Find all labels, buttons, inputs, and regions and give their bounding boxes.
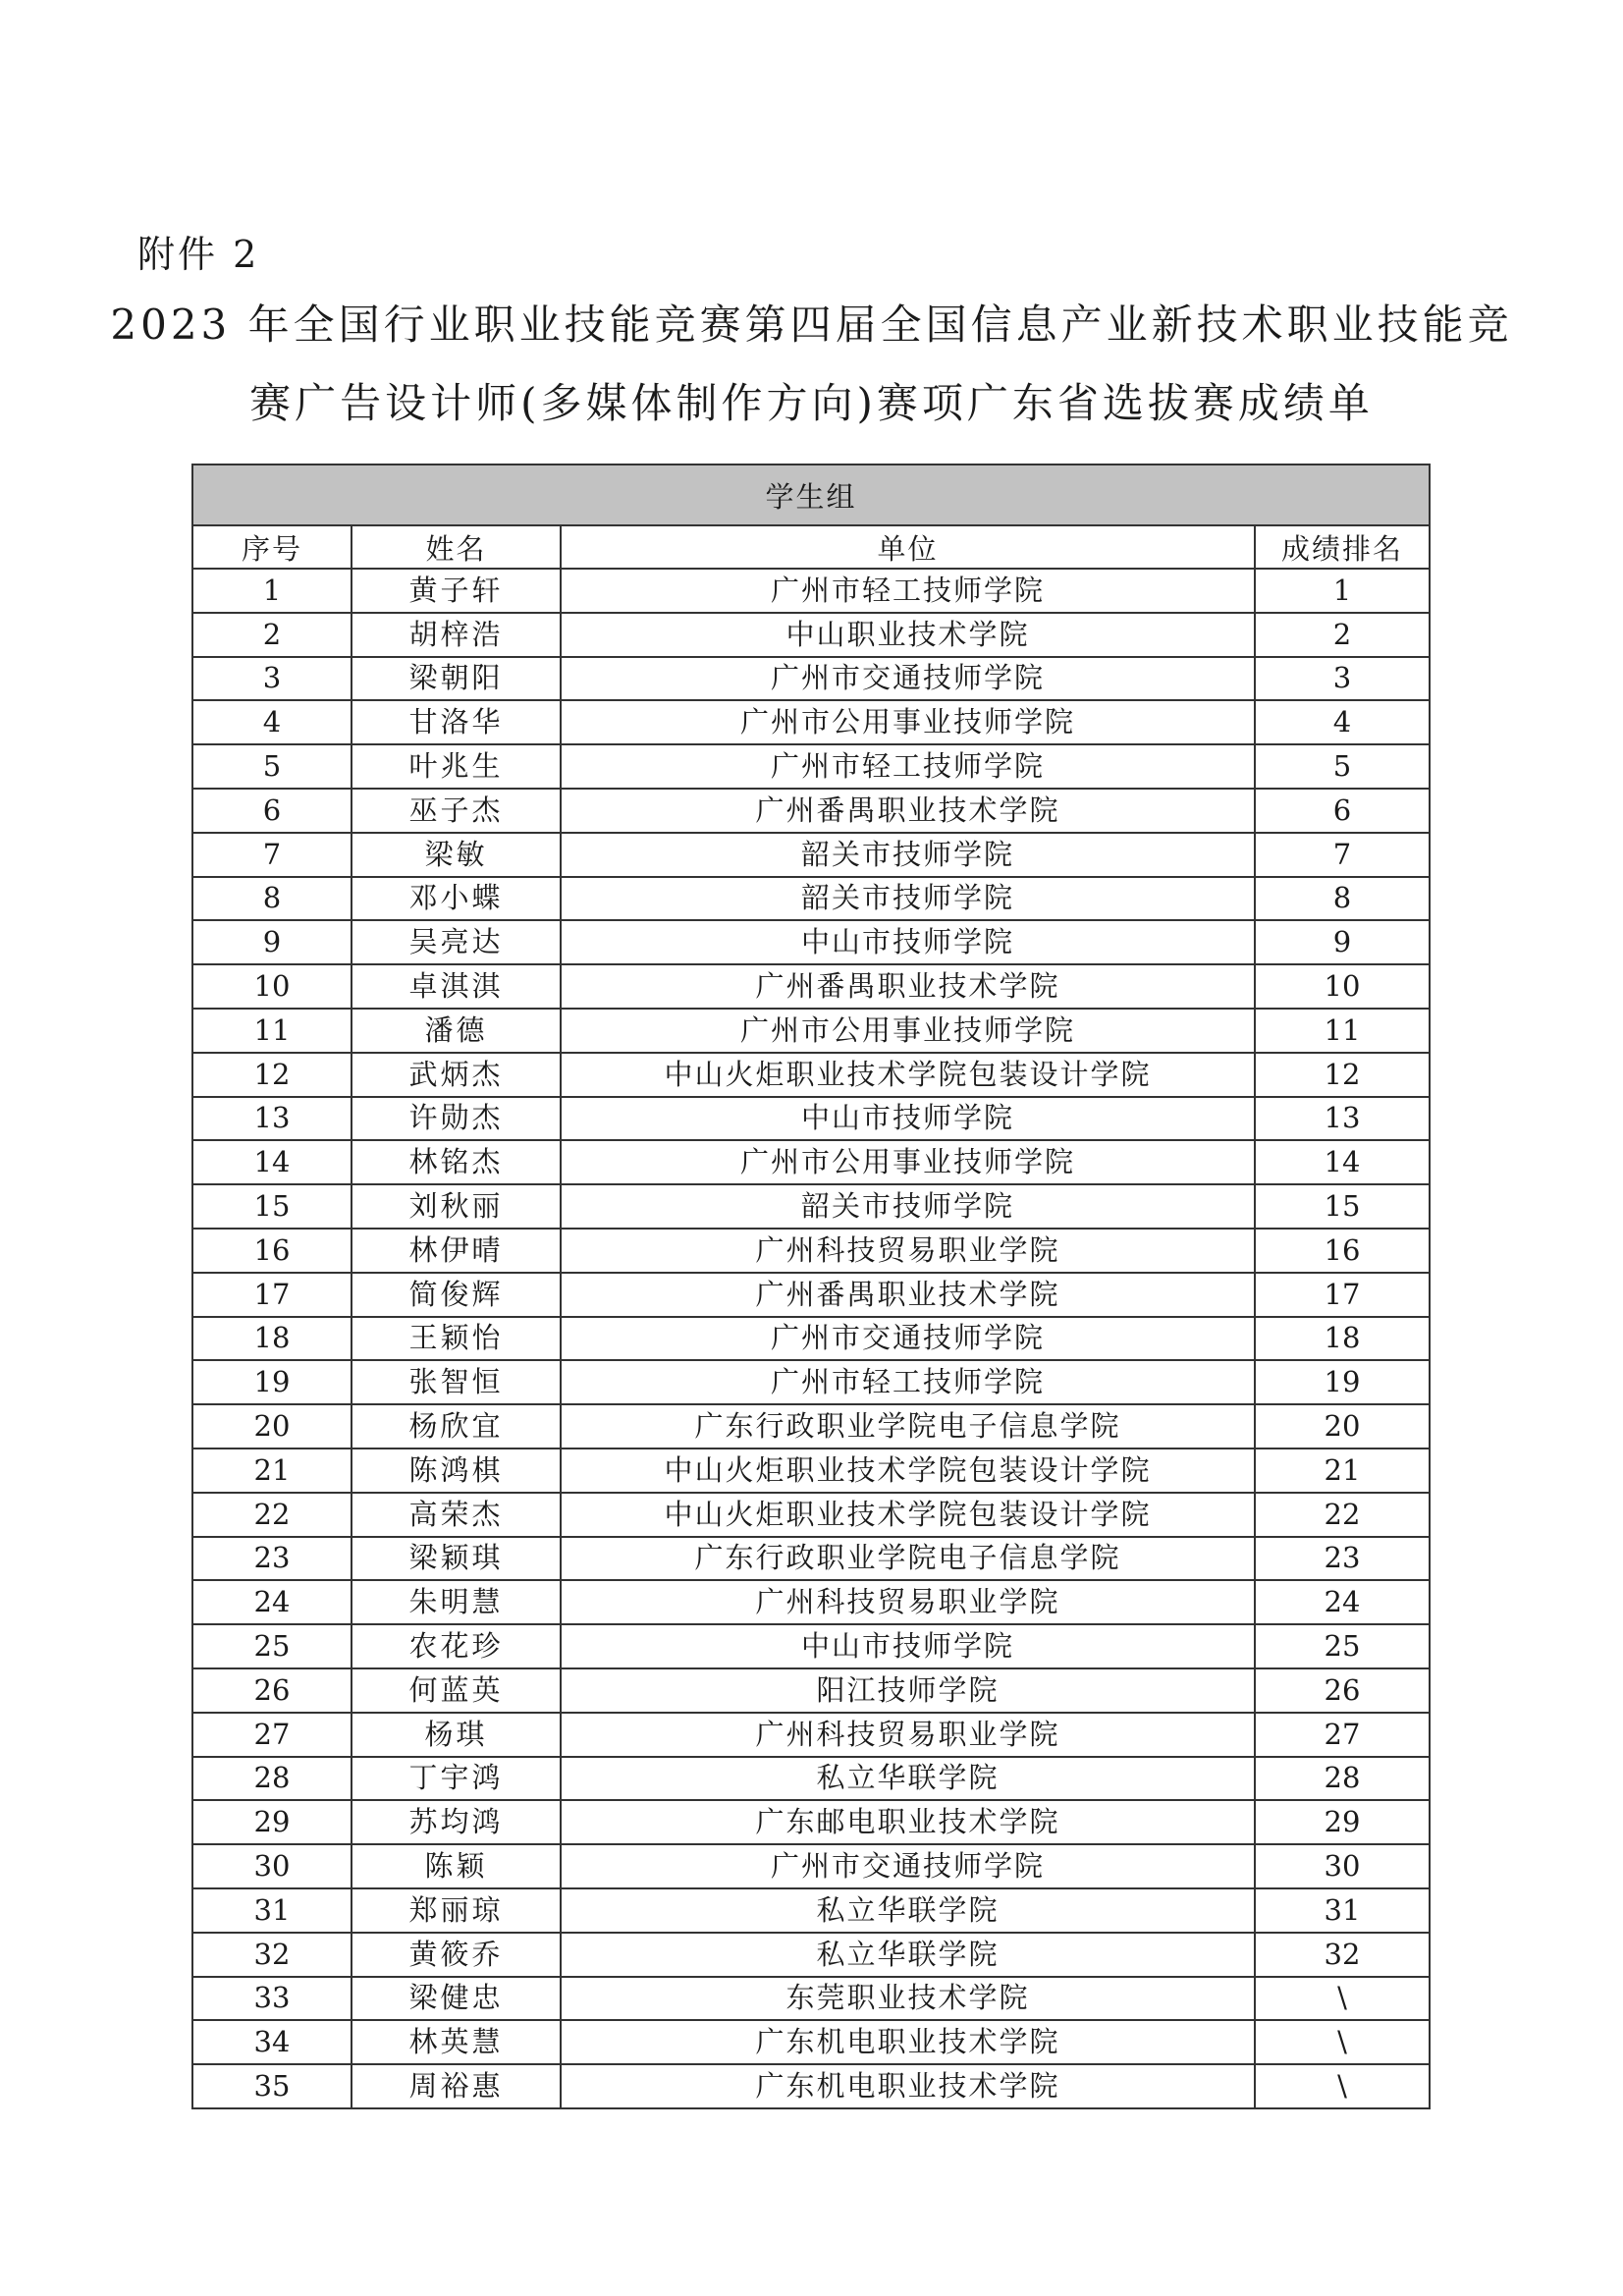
cell-name: 何蓝英 (352, 1668, 561, 1713)
cell-rank: 6 (1255, 789, 1430, 833)
table-row (192, 920, 1430, 964)
cell-seq: 35 (192, 2064, 352, 2108)
cell-name: 梁颖琪 (352, 1537, 561, 1581)
cell-name: 农花珍 (352, 1624, 561, 1668)
cell-seq: 7 (192, 833, 352, 877)
cell-seq: 11 (192, 1009, 352, 1053)
cell-seq: 18 (192, 1317, 352, 1361)
cell-rank: 2 (1255, 613, 1430, 657)
cell-rank: 23 (1255, 1537, 1430, 1581)
table-row (192, 1229, 1430, 1273)
cell-name: 叶兆生 (352, 744, 561, 789)
table-row (192, 1624, 1430, 1668)
table-row (192, 877, 1430, 921)
cell-seq: 34 (192, 2020, 352, 2064)
cell-name: 黄筱乔 (352, 1933, 561, 1977)
cell-rank: 7 (1255, 833, 1430, 877)
cell-seq: 24 (192, 1580, 352, 1624)
cell-unit: 广州市轻工技师学院 (561, 744, 1255, 789)
cell-rank: 16 (1255, 1229, 1430, 1273)
table-row (192, 1360, 1430, 1404)
cell-unit: 韶关市技师学院 (561, 877, 1255, 921)
table-row (192, 1977, 1430, 2021)
cell-rank: 27 (1255, 1713, 1430, 1757)
header-rank: 成绩排名 (1255, 525, 1430, 569)
cell-rank: 31 (1255, 1888, 1430, 1933)
cell-rank: 30 (1255, 1844, 1430, 1888)
table-row (192, 700, 1430, 744)
cell-rank: 24 (1255, 1580, 1430, 1624)
header-unit: 单位 (561, 525, 1255, 569)
cell-seq: 25 (192, 1624, 352, 1668)
cell-name: 黄子轩 (352, 569, 561, 613)
table-row (192, 1140, 1430, 1184)
cell-rank: \ (1255, 2020, 1430, 2064)
cell-rank: 13 (1255, 1097, 1430, 1141)
table-row (192, 1273, 1430, 1317)
cell-name: 苏均鸿 (352, 1800, 561, 1844)
table-row (192, 1184, 1430, 1229)
cell-name: 许勋杰 (352, 1097, 561, 1141)
table-row (192, 1844, 1430, 1888)
cell-rank: 15 (1255, 1184, 1430, 1229)
table-row (192, 2064, 1430, 2108)
cell-seq: 30 (192, 1844, 352, 1888)
cell-name: 潘德 (352, 1009, 561, 1053)
cell-unit: 广州科技贸易职业学院 (561, 1713, 1255, 1757)
cell-rank: 28 (1255, 1757, 1430, 1801)
table-row (192, 1053, 1430, 1097)
group-row (192, 465, 1430, 525)
cell-unit: 中山市技师学院 (561, 1624, 1255, 1668)
cell-unit: 私立华联学院 (561, 1933, 1255, 1977)
cell-seq: 13 (192, 1097, 352, 1141)
document-title-line-2: 赛广告设计师(多媒体制作方向)赛项广东省选拔赛成绩单 (249, 379, 1374, 427)
cell-rank: 9 (1255, 920, 1430, 964)
cell-rank: 4 (1255, 700, 1430, 744)
cell-rank: 10 (1255, 964, 1430, 1009)
header-row (192, 525, 1430, 569)
table-row (192, 1668, 1430, 1713)
cell-name: 吴亮达 (352, 920, 561, 964)
cell-name: 武炳杰 (352, 1053, 561, 1097)
table-row (192, 789, 1430, 833)
cell-unit: 韶关市技师学院 (561, 833, 1255, 877)
table-row (192, 569, 1430, 613)
cell-seq: 4 (192, 700, 352, 744)
table-row (192, 1713, 1430, 1757)
cell-rank: 29 (1255, 1800, 1430, 1844)
table-row (192, 744, 1430, 789)
table-row (192, 657, 1430, 701)
header-name: 姓名 (352, 525, 561, 569)
table-row (192, 1449, 1430, 1493)
cell-unit: 广州科技贸易职业学院 (561, 1580, 1255, 1624)
cell-seq: 8 (192, 877, 352, 921)
cell-seq: 27 (192, 1713, 352, 1757)
cell-name: 高荣杰 (352, 1493, 561, 1537)
table-row (192, 2020, 1430, 2064)
cell-unit: 广东机电职业技术学院 (561, 2020, 1255, 2064)
table-row (192, 1888, 1430, 1933)
cell-name: 陈鸿棋 (352, 1449, 561, 1493)
table-row (192, 1537, 1430, 1581)
cell-seq: 32 (192, 1933, 352, 1977)
cell-name: 王颖怡 (352, 1317, 561, 1361)
cell-seq: 15 (192, 1184, 352, 1229)
cell-name: 杨欣宜 (352, 1404, 561, 1449)
cell-unit: 中山市技师学院 (561, 1097, 1255, 1141)
cell-name: 梁健忠 (352, 1977, 561, 2021)
cell-rank: 18 (1255, 1317, 1430, 1361)
cell-unit: 广州市公用事业技师学院 (561, 700, 1255, 744)
cell-unit: 广东机电职业技术学院 (561, 2064, 1255, 2108)
cell-unit: 广州市公用事业技师学院 (561, 1009, 1255, 1053)
cell-seq: 2 (192, 613, 352, 657)
results-table (191, 464, 1431, 2109)
cell-rank: \ (1255, 2064, 1430, 2108)
cell-rank: 21 (1255, 1449, 1430, 1493)
cell-unit: 中山火炬职业技术学院包装设计学院 (561, 1053, 1255, 1097)
cell-seq: 31 (192, 1888, 352, 1933)
cell-name: 张智恒 (352, 1360, 561, 1404)
cell-name: 巫子杰 (352, 789, 561, 833)
cell-rank: 20 (1255, 1404, 1430, 1449)
cell-rank: 22 (1255, 1493, 1430, 1537)
cell-unit: 广东行政职业学院电子信息学院 (561, 1404, 1255, 1449)
cell-seq: 1 (192, 569, 352, 613)
attachment-label: 附件 2 (137, 233, 260, 276)
cell-unit: 广州市交通技师学院 (561, 657, 1255, 701)
cell-unit: 广东行政职业学院电子信息学院 (561, 1537, 1255, 1581)
group-label: 学生组 (192, 465, 1430, 525)
cell-seq: 6 (192, 789, 352, 833)
cell-seq: 5 (192, 744, 352, 789)
cell-seq: 20 (192, 1404, 352, 1449)
cell-rank: 1 (1255, 569, 1430, 613)
cell-seq: 12 (192, 1053, 352, 1097)
cell-name: 林英慧 (352, 2020, 561, 2064)
cell-unit: 中山市技师学院 (561, 920, 1255, 964)
cell-rank: 11 (1255, 1009, 1430, 1053)
table-row (192, 1317, 1430, 1361)
cell-seq: 10 (192, 964, 352, 1009)
cell-rank: 3 (1255, 657, 1430, 701)
cell-seq: 9 (192, 920, 352, 964)
cell-seq: 23 (192, 1537, 352, 1581)
cell-seq: 29 (192, 1800, 352, 1844)
cell-rank: 25 (1255, 1624, 1430, 1668)
header-seq: 序号 (192, 525, 352, 569)
cell-name: 梁敏 (352, 833, 561, 877)
table-row (192, 833, 1430, 877)
cell-name: 林伊晴 (352, 1229, 561, 1273)
cell-unit: 中山火炬职业技术学院包装设计学院 (561, 1449, 1255, 1493)
cell-name: 郑丽琼 (352, 1888, 561, 1933)
cell-rank: 17 (1255, 1273, 1430, 1317)
cell-seq: 26 (192, 1668, 352, 1713)
cell-unit: 广州番禺职业技术学院 (561, 1273, 1255, 1317)
cell-name: 梁朝阳 (352, 657, 561, 701)
cell-seq: 16 (192, 1229, 352, 1273)
cell-rank: 32 (1255, 1933, 1430, 1977)
table-row (192, 1580, 1430, 1624)
cell-name: 简俊辉 (352, 1273, 561, 1317)
cell-unit: 广东邮电职业技术学院 (561, 1800, 1255, 1844)
cell-name: 甘洛华 (352, 700, 561, 744)
cell-seq: 22 (192, 1493, 352, 1537)
document-title-line-1: 2023 年全国行业职业技能竞赛第四届全国信息产业新技术职业技能竞 (110, 301, 1513, 349)
cell-unit: 广州番禺职业技术学院 (561, 789, 1255, 833)
table-row (192, 613, 1430, 657)
cell-name: 杨琪 (352, 1713, 561, 1757)
cell-unit: 私立华联学院 (561, 1888, 1255, 1933)
table-row (192, 1933, 1430, 1977)
table-row (192, 1404, 1430, 1449)
cell-name: 胡梓浩 (352, 613, 561, 657)
cell-name: 丁宇鸿 (352, 1757, 561, 1801)
cell-unit: 阳江技师学院 (561, 1668, 1255, 1713)
cell-seq: 3 (192, 657, 352, 701)
cell-name: 刘秋丽 (352, 1184, 561, 1229)
cell-unit: 广州市轻工技师学院 (561, 569, 1255, 613)
cell-rank: 5 (1255, 744, 1430, 789)
cell-rank: \ (1255, 1977, 1430, 2021)
cell-unit: 广州市交通技师学院 (561, 1317, 1255, 1361)
cell-name: 卓淇淇 (352, 964, 561, 1009)
cell-name: 朱明慧 (352, 1580, 561, 1624)
table-row (192, 1097, 1430, 1141)
cell-seq: 21 (192, 1449, 352, 1493)
cell-rank: 26 (1255, 1668, 1430, 1713)
cell-name: 周裕惠 (352, 2064, 561, 2108)
cell-unit: 广州番禺职业技术学院 (561, 964, 1255, 1009)
cell-unit: 广州市公用事业技师学院 (561, 1140, 1255, 1184)
cell-unit: 广州市交通技师学院 (561, 1844, 1255, 1888)
cell-rank: 8 (1255, 877, 1430, 921)
cell-seq: 33 (192, 1977, 352, 2021)
cell-rank: 19 (1255, 1360, 1430, 1404)
cell-unit: 广州市轻工技师学院 (561, 1360, 1255, 1404)
cell-name: 林铭杰 (352, 1140, 561, 1184)
table-row (192, 1800, 1430, 1844)
cell-name: 陈颖 (352, 1844, 561, 1888)
cell-rank: 12 (1255, 1053, 1430, 1097)
table-body (192, 569, 1430, 2108)
cell-unit: 中山职业技术学院 (561, 613, 1255, 657)
table-row (192, 1009, 1430, 1053)
cell-unit: 中山火炬职业技术学院包装设计学院 (561, 1493, 1255, 1537)
cell-unit: 东莞职业技术学院 (561, 1977, 1255, 2021)
cell-unit: 广州科技贸易职业学院 (561, 1229, 1255, 1273)
cell-name: 邓小蝶 (352, 877, 561, 921)
table-row (192, 1493, 1430, 1537)
table-row (192, 1757, 1430, 1801)
cell-rank: 14 (1255, 1140, 1430, 1184)
cell-unit: 私立华联学院 (561, 1757, 1255, 1801)
cell-seq: 19 (192, 1360, 352, 1404)
cell-seq: 17 (192, 1273, 352, 1317)
table-row (192, 964, 1430, 1009)
cell-unit: 韶关市技师学院 (561, 1184, 1255, 1229)
cell-seq: 28 (192, 1757, 352, 1801)
cell-seq: 14 (192, 1140, 352, 1184)
